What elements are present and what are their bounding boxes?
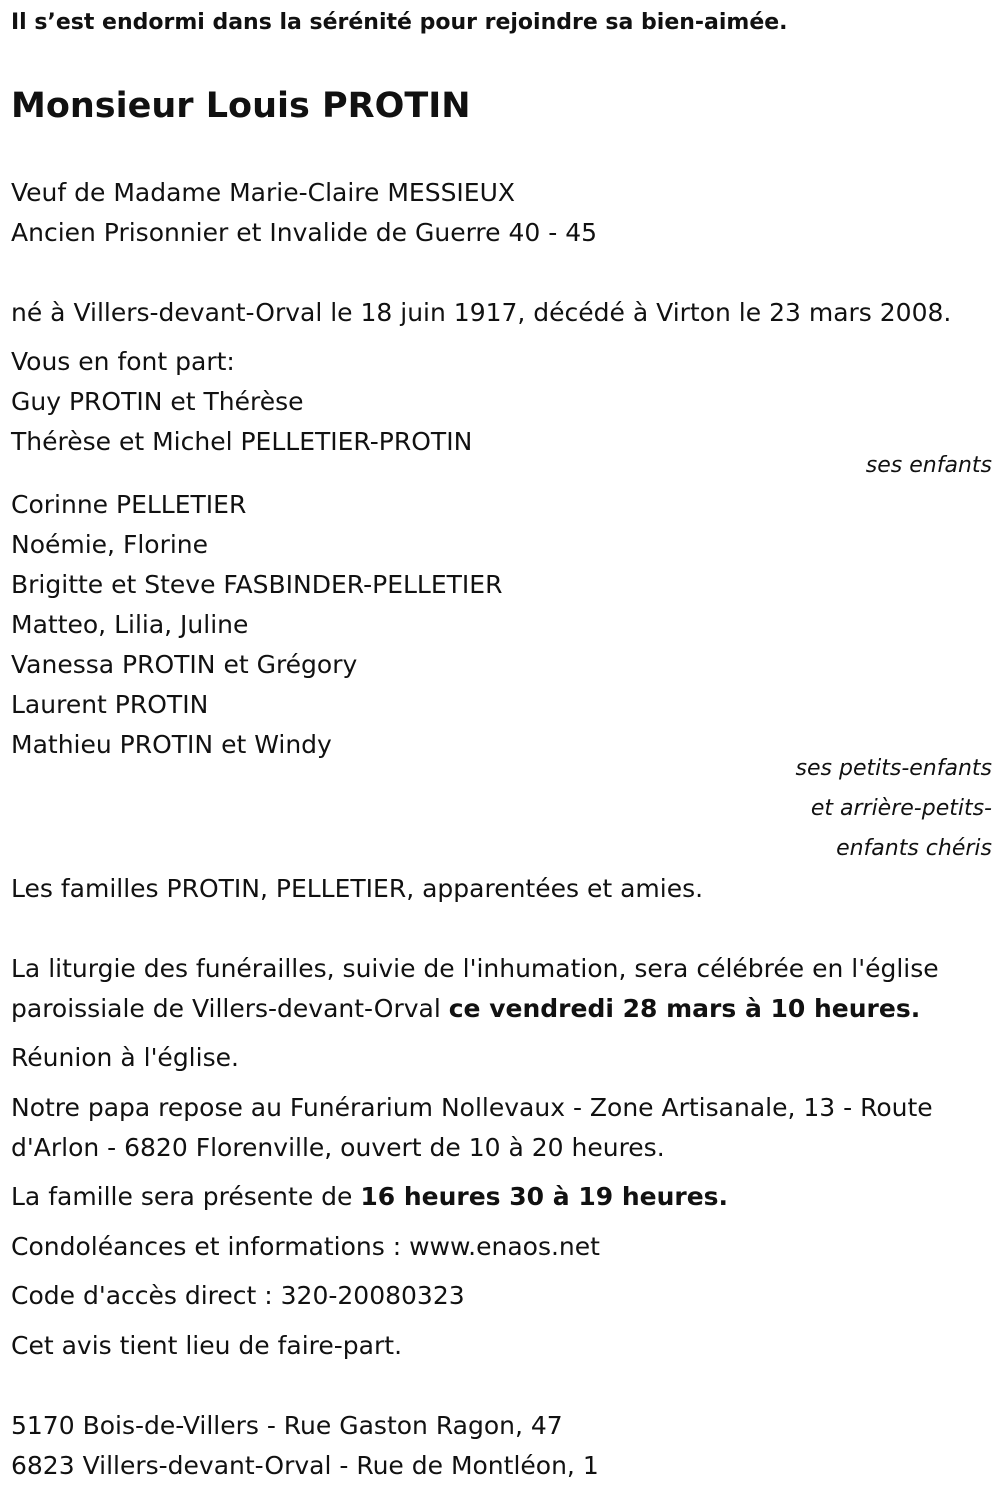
liturgy-date: ce vendredi 28 mars à 10 heures. — [448, 994, 921, 1023]
child-line: Thérèse et Michel PELLETIER-PROTIN — [11, 427, 473, 456]
grandchild-line: Laurent PROTIN — [11, 690, 209, 719]
grandchildren-section — [11, 485, 992, 765]
birth-death-line — [11, 293, 992, 333]
liturgy-paragraph — [11, 949, 992, 1029]
children-label: ses enfants — [865, 453, 992, 478]
family-presence-text: La famille sera présente de — [11, 1182, 361, 1211]
meeting-text: Réunion à l'église. — [11, 1043, 239, 1072]
grandchild-line: Matteo, Lilia, Juline — [11, 610, 249, 639]
widow-line: Veuf de Madame Marie-Claire MESSIEUX — [11, 178, 516, 207]
addresses — [11, 1406, 992, 1486]
grandchild-line: Vanessa PROTIN et Grégory — [11, 650, 358, 679]
deceased-details — [11, 173, 992, 253]
families-text: Les familles PROTIN, PELLETIER, apparentées et amies. — [11, 874, 704, 903]
grandchildren-label-3: enfants chéris — [836, 836, 992, 861]
veteran-line: Ancien Prisonnier et Invalide de Guerre 40 - 45 — [11, 218, 598, 247]
grandchild-line: Noémie, Florine — [11, 530, 209, 559]
access-code-text: Code d'accès direct : 320-20080323 — [11, 1281, 465, 1310]
grandchildren-label-1: ses petits-enfants — [795, 756, 992, 781]
condolences-text: Condoléances et informations : www.enaos.net — [11, 1232, 600, 1261]
meeting-line — [11, 1038, 992, 1078]
funeral-home-paragraph — [11, 1088, 992, 1168]
grandchildren-label-2: et arrière-petits- — [810, 796, 992, 821]
grandchild-line: Brigitte et Steve FASBINDER-PELLETIER — [11, 570, 503, 599]
deceased-name: Monsieur Louis PROTIN — [11, 86, 471, 126]
address-line: 5170 Bois-de-Villers - Rue Gaston Ragon, 47 — [11, 1411, 563, 1440]
child-line: Guy PROTIN et Thérèse — [11, 387, 304, 416]
condolences-line — [11, 1227, 992, 1267]
intro-sentence: Il s’est endormi dans la sérénité pour rejoindre sa bien-aimée. — [11, 10, 788, 35]
access-code-line — [11, 1276, 992, 1316]
children-section — [11, 342, 992, 462]
liturgy-line-1: La liturgie des funérailles, suivie de l'inhumation, sera célébrée en l'église — [11, 954, 939, 983]
family-presence-line — [11, 1177, 992, 1217]
grandchild-line: Corinne PELLETIER — [11, 490, 247, 519]
birth-death-text: né à Villers-devant-Orval le 18 juin 1917, décédé à Virton le 23 mars 2008. — [11, 298, 952, 327]
funeral-home-line-1: Notre papa repose au Funérarium Nollevaux - Zone Artisanale, 13 - Route — [11, 1093, 933, 1122]
family-presence-hours: 16 heures 30 à 19 heures. — [360, 1182, 729, 1211]
notice-text: Cet avis tient lieu de faire-part. — [11, 1331, 403, 1360]
liturgy-line-2 — [11, 989, 992, 1029]
address-line: 6823 Villers-devant-Orval - Rue de Montléon, 1 — [11, 1451, 599, 1480]
liturgy-location: paroissiale de Villers-devant-Orval — [11, 994, 449, 1023]
funeral-home-line-2: d'Arlon - 6820 Florenville, ouvert de 10 à 20 heures. — [11, 1133, 665, 1162]
grandchild-line: Mathieu PROTIN et Windy — [11, 730, 332, 759]
notice-line — [11, 1326, 992, 1366]
announce-heading: Vous en font part: — [11, 347, 235, 376]
families-line — [11, 869, 992, 909]
